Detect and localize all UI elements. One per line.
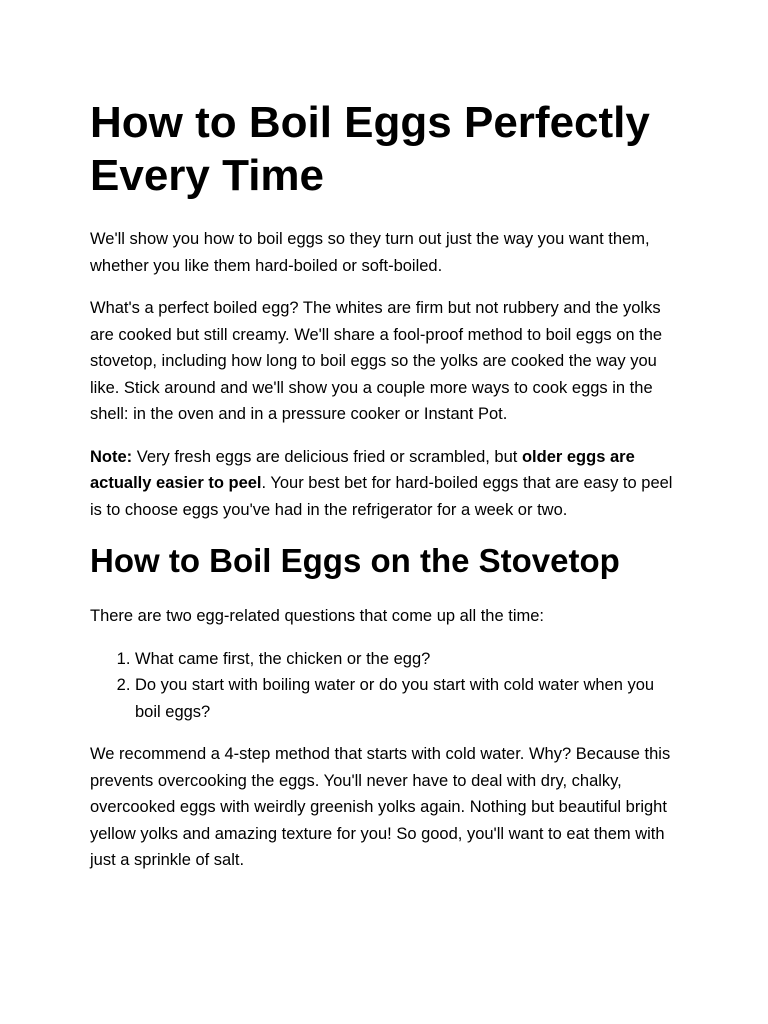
note-paragraph bbox=[90, 444, 678, 524]
description-paragraph: What's a perfect boiled egg? The whites are firm but not rubbery and the yolks are cooked but still creamy. We'll share a fool-proof method to boil eggs on the stovetop, including how long to boil eggs so the yolks are cooked the way you like. Stick around and we'll show you a couple more ways to cook eggs in the shell: in the oven and in a pressure cooker or Instant Pot. bbox=[90, 299, 663, 423]
questions-intro: There are two egg-related questions that come up all the time: bbox=[90, 607, 544, 625]
note-text-start: Very fresh eggs are delicious fried or scrambled, but bbox=[132, 447, 522, 466]
list-item: 2. Do you start with boiling water or do you start with cold water when you boil eggs? bbox=[135, 672, 678, 725]
recommendation-paragraph: We recommend a 4-step method that starts with cold water. Why? Because this prevents overcooking the eggs. You'll never have to deal with dry, chalky, overcooked eggs with weirdly greenish yolks again. Nothing but beautiful bright yellow yolks and amazing texture for you! So good, you'll want to eat them with just a sprinkle of salt. bbox=[90, 745, 671, 869]
note-text-end: . Your best bet for hard-boiled eggs that are easy to peel is to choose eggs you've had in the refrigerator for a week or two. bbox=[90, 474, 673, 519]
section-heading: How to Boil Eggs on the Stovetop bbox=[90, 542, 620, 579]
questions-list bbox=[90, 646, 678, 726]
note-label: Note: bbox=[90, 447, 133, 466]
note-emphasis: older eggs are actually easier to peel bbox=[90, 447, 635, 492]
list-item: 1. What came first, the chicken or the egg? bbox=[135, 646, 678, 673]
intro-paragraph: We'll show you how to boil eggs so they turn out just the way you want them, whether you like them hard-boiled or soft-boiled. bbox=[90, 230, 650, 275]
page-title: How to Boil Eggs Perfectly Every Time bbox=[90, 98, 650, 200]
